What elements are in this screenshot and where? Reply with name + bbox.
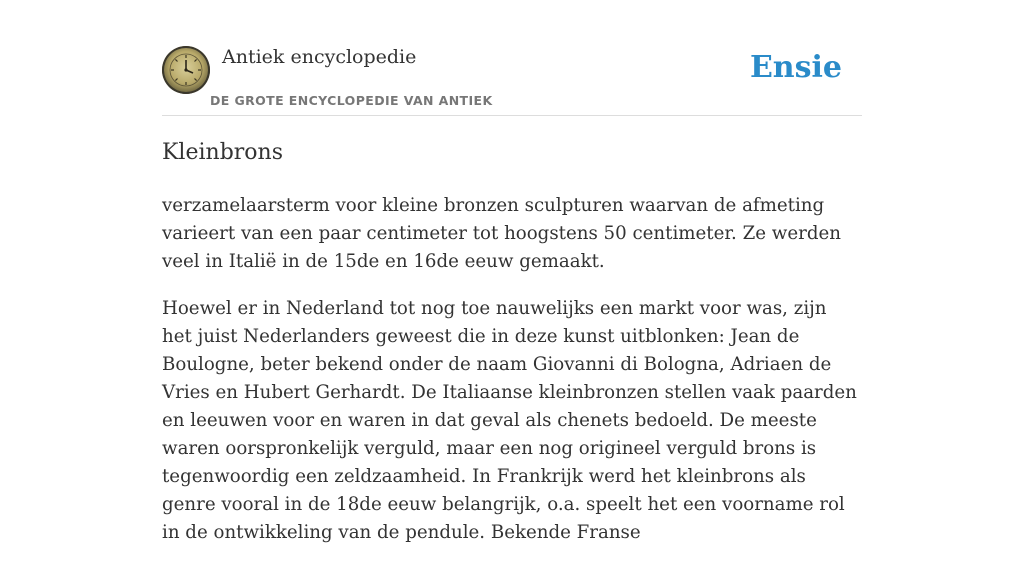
page	[162, 0, 862, 543]
clock-logo-icon[interactable]	[162, 46, 210, 94]
site-tagline: DE GROTE ENCYCLOPEDIE VAN ANTIEK	[210, 93, 493, 108]
article-title: Kleinbrons	[162, 140, 283, 165]
site-name-link[interactable]: Antiek encyclopedie	[222, 46, 417, 68]
article-paragraph: verzamelaarsterm voor kleine bronzen sculpturen waarvan de afmeting varieert van een paar centimeter tot hoogstens 50 centimeter. Ze werden veel in Italië in de 15de en 16de eeuw gemaakt.	[162, 195, 841, 272]
article-body	[162, 192, 862, 566]
ensie-brand-link[interactable]: Ensie	[749, 50, 842, 85]
article-paragraph: Hoewel er in Nederland tot nog toe nauwelijks een markt voor was, zijn het juist Nederlanders geweest die in deze kunst uitblonken: Jean de Boulogne, beter bekend onder de naam Giovanni di Bologna, Adriaen de Vries en Hubert Gerhardt. De Italiaanse kleinbronzen stellen vaak paarden en leeuwen voor en waren in dat geval als chenets bedoeld. De meeste waren oorspronkelijk verguld, maar een nog origineel verguld brons is tegenwoordig een zeldzaamheid. In Frankrijk werd het kleinbrons als genre vooral in de 18de eeuw belangrijk, o.a. speelt het een voorname rol in de ontwikkeling van de pendule. Bekende Franse	[162, 298, 857, 543]
site-header	[162, 0, 862, 116]
clock-face-icon	[162, 46, 210, 94]
